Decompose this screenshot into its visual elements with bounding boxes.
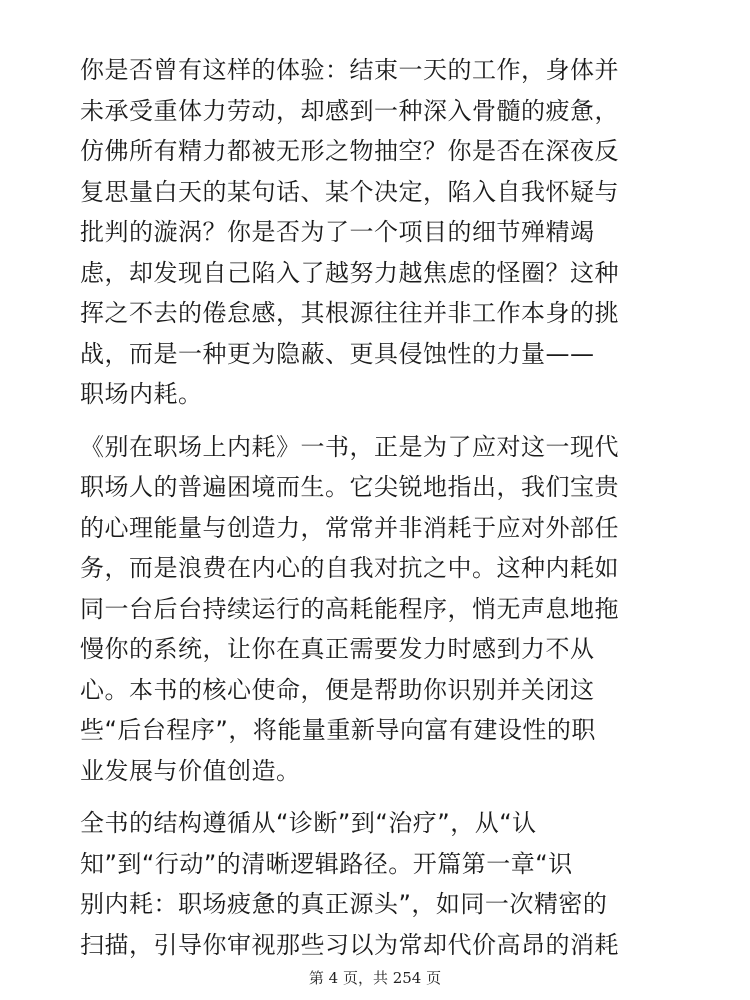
text-line: 仿佛所有精力都被无形之物抽空？你是否在深夜反 bbox=[80, 137, 619, 165]
text-line: 未承受重体力劳动，却感到一种深入骨髓的疲惫， bbox=[80, 96, 619, 125]
paragraph-1 bbox=[80, 50, 670, 415]
text-line: 战，而是一种更为隐蔽、更具侵蚀性的力量—— bbox=[80, 339, 595, 368]
text-line: 心。本书的核心使命，便是帮助你识别并关闭这 bbox=[80, 675, 595, 704]
text-line: 复思量白天的某句话、某个决定，陷入自我怀疑与 bbox=[80, 177, 619, 206]
text-line: 批判的漩涡？你是否为了一个项目的细节殚精竭 bbox=[80, 218, 595, 246]
text-line: 挥之不去的倦怠感，其根源往往并非工作本身的挑 bbox=[80, 299, 619, 327]
text-line: 务，而是浪费在内心的自我对抗之中。这种内耗如 bbox=[80, 554, 619, 582]
text-line: 慢你的系统，让你在真正需要发力时感到力不从 bbox=[80, 635, 595, 663]
text-line: 知”到“行动”的清晰逻辑路径。开篇第一章“识 bbox=[80, 849, 573, 878]
text-line: 的心理能量与创造力，常常并非消耗于应对外部任 bbox=[80, 513, 619, 542]
text-line: 你是否曾有这样的体验：结束一天的工作，身体并 bbox=[80, 56, 619, 84]
text-line: 全书的结构遵循从“诊断”到“治疗”，从“认 bbox=[80, 809, 537, 837]
text-line: 同一台后台持续运行的高耗能程序，悄无声息地拖 bbox=[80, 594, 619, 623]
text-line: 职场内耗。 bbox=[80, 380, 203, 408]
text-line: 职场人的普遍困境而生。它尖锐地指出，我们宝贵 bbox=[80, 473, 619, 501]
text-line: 虑，却发现自己陷入了越努力越焦虑的怪圈？这种 bbox=[80, 258, 619, 287]
text-line: 别内耗：职场疲惫的真正源头”，如同一次精密的 bbox=[80, 890, 608, 918]
paragraph-2 bbox=[80, 427, 670, 792]
document-body bbox=[80, 50, 670, 977]
text-line: 《别在职场上内耗》一书，正是为了应对这一现代 bbox=[80, 432, 619, 461]
page-number-footer: 第 4 页，共 254 页 bbox=[308, 969, 442, 987]
text-line: 些“后台程序”，将能量重新导向富有建设性的职 bbox=[80, 716, 596, 744]
text-line: 扫描，引导你审视那些习以为常却代价高昂的消耗 bbox=[80, 930, 619, 959]
paragraph-3 bbox=[80, 803, 670, 965]
text-line: 业发展与价值创造。 bbox=[80, 756, 301, 785]
